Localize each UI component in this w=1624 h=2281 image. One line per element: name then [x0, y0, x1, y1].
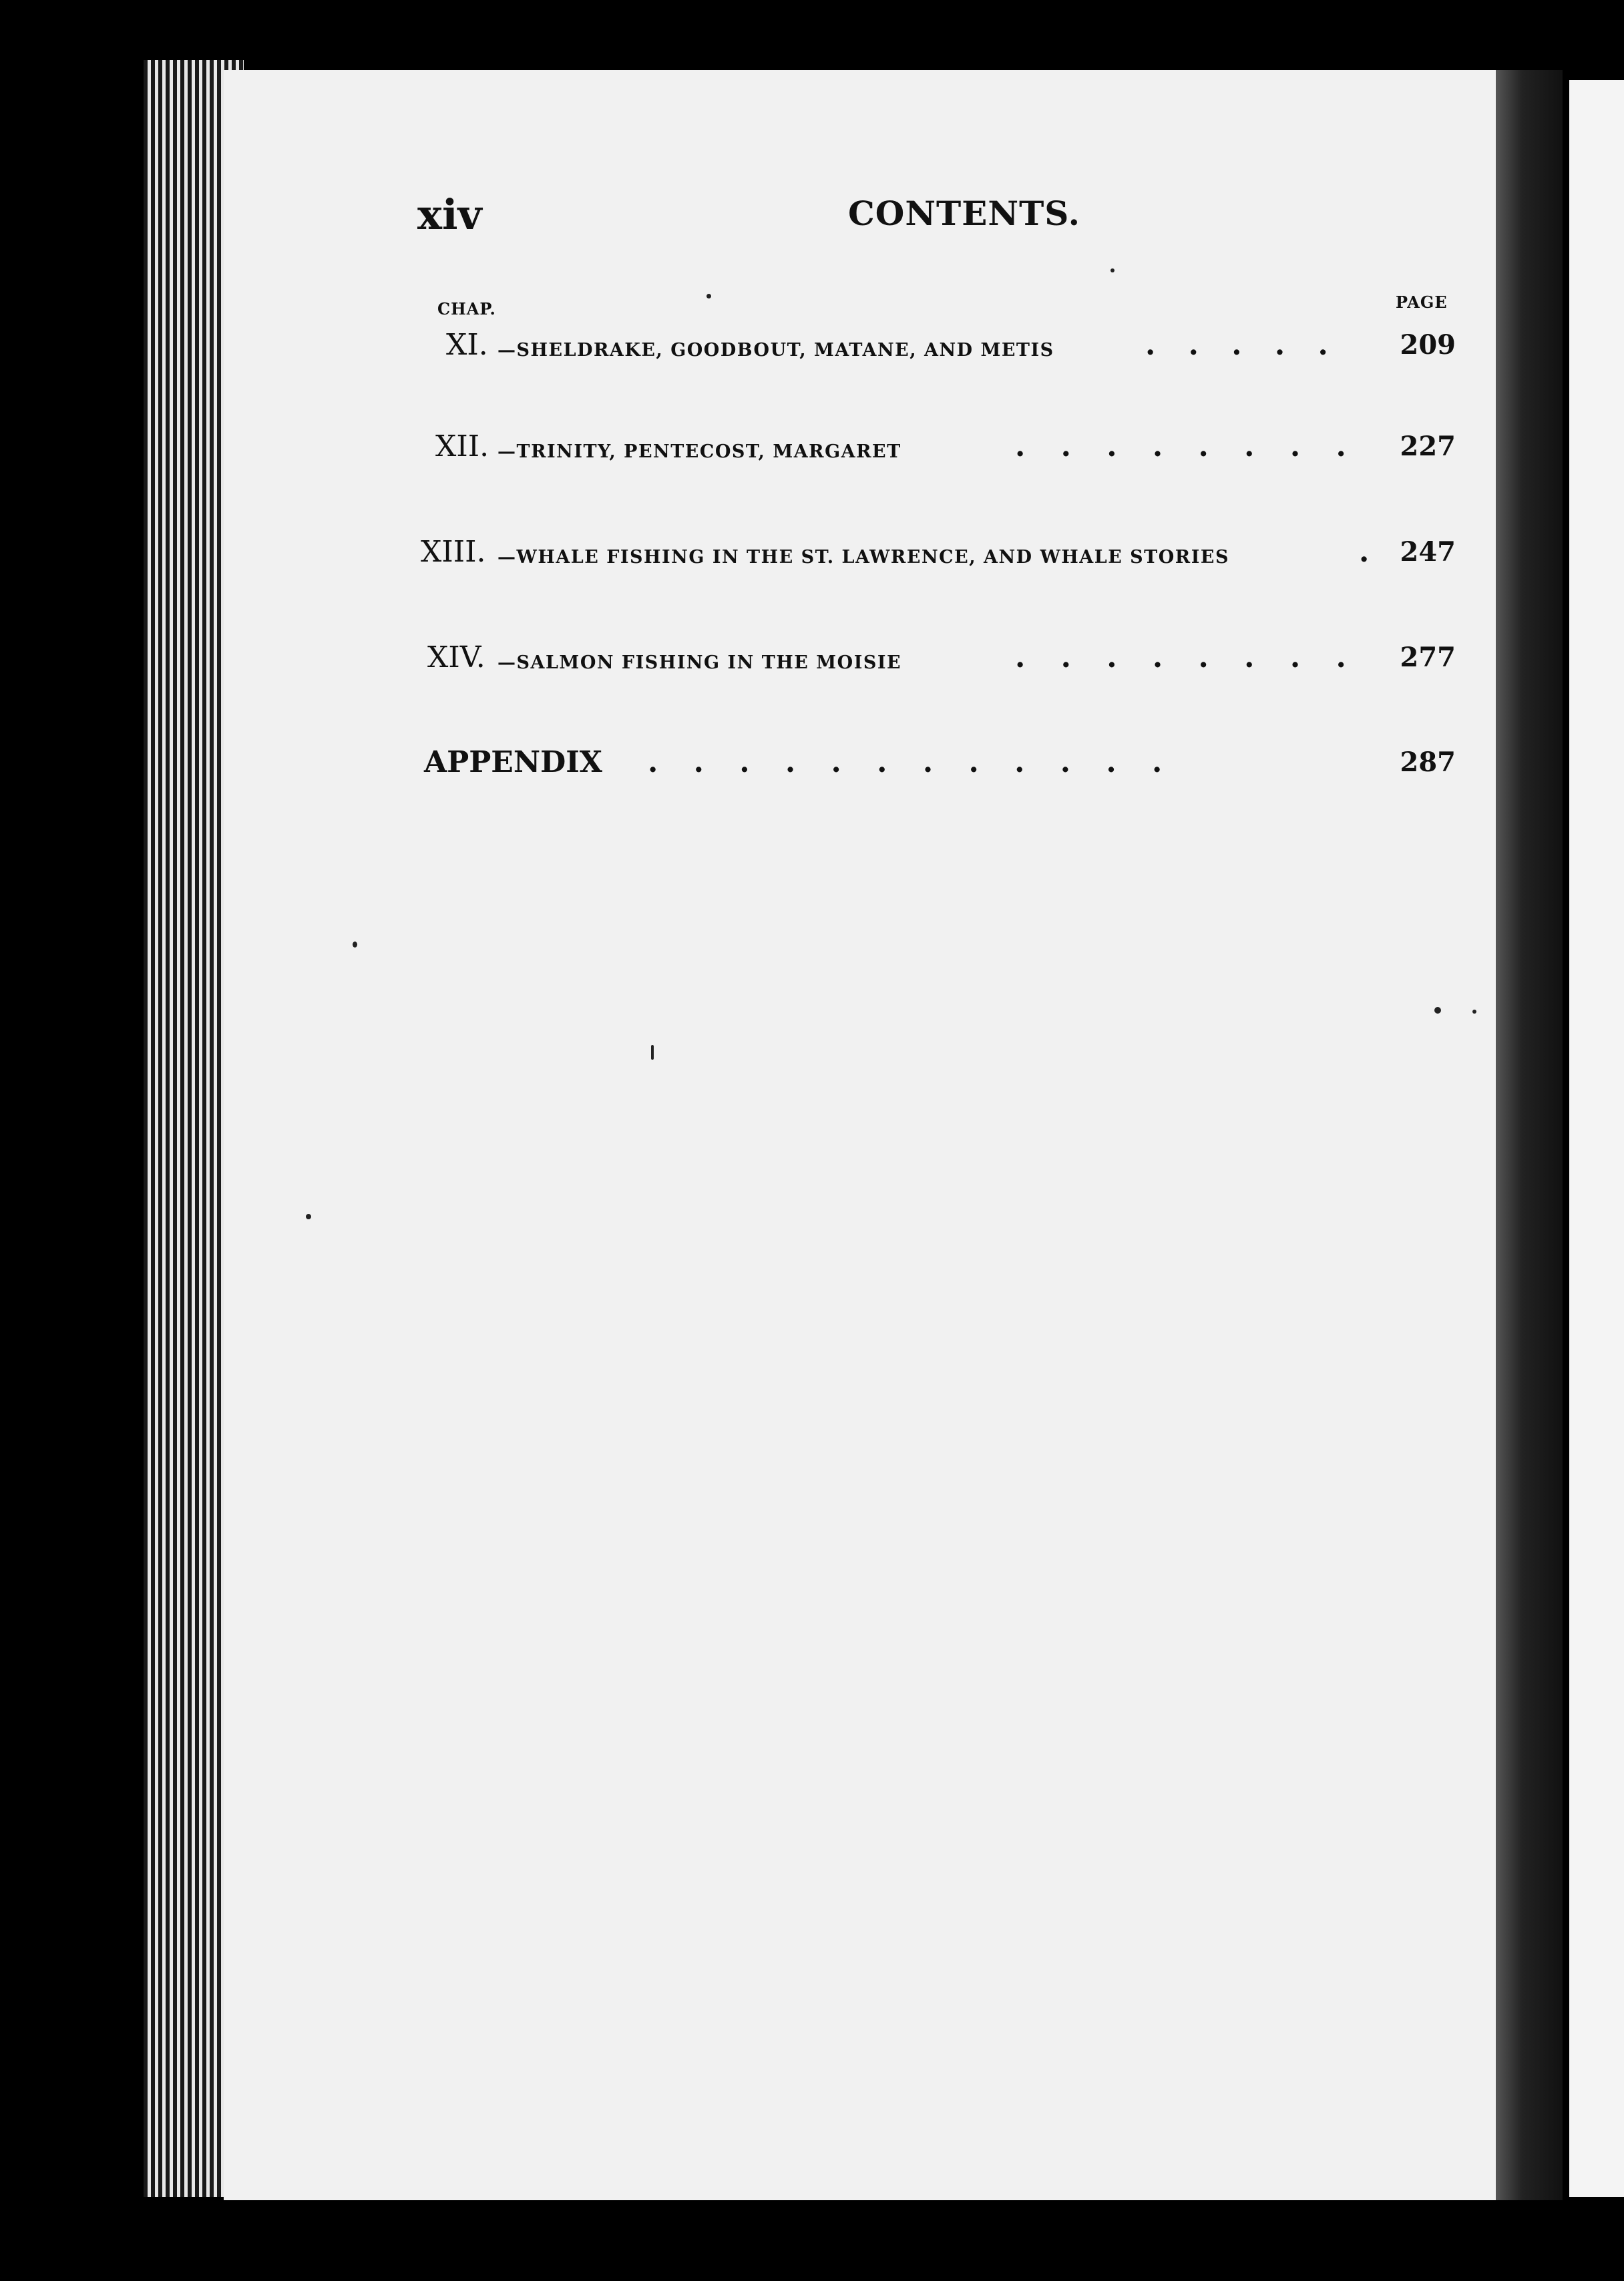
- chapter-title: —SALMON FISHING IN THE MOISIE: [497, 652, 902, 673]
- book-page: [224, 70, 1512, 2200]
- chapter-number: XIV.: [427, 640, 485, 674]
- page-ref: 287: [1400, 747, 1456, 778]
- gutter-shadow: [1496, 70, 1563, 2200]
- scan-speck: [353, 942, 357, 948]
- leader-dots: . . . . . . . .: [1015, 429, 1346, 463]
- page-title: CONTENTS.: [848, 194, 1081, 233]
- chap-column-label: CHAP.: [437, 299, 496, 319]
- page-ref: 277: [1400, 642, 1456, 673]
- leader-dots: . . . . .: [1145, 328, 1328, 362]
- scan-speck: [306, 1214, 311, 1219]
- leader-dots: . . . . . . . .: [1015, 640, 1346, 674]
- chapter-number: XII.: [435, 429, 489, 463]
- chapter-number: XI.: [446, 328, 488, 362]
- toc-entry: [401, 422, 1456, 469]
- scan-speck: [1472, 1010, 1476, 1014]
- chapter-number: XIII.: [421, 535, 486, 569]
- toc-entry: [401, 321, 1456, 367]
- facing-page: [1569, 80, 1624, 2197]
- page-number: xiv: [417, 190, 482, 239]
- page-ref: 247: [1400, 536, 1456, 568]
- chapter-title: —TRINITY, PENTECOST, MARGARET: [497, 441, 901, 462]
- chapter-title: —WHALE FISHING IN THE ST. LAWRENCE, AND WHALE STORIES: [497, 547, 1229, 568]
- toc-entry: [401, 633, 1456, 680]
- toc-entry: [401, 528, 1456, 574]
- chapter-title: —SHELDRAKE, GOODBOUT, MATANE, AND METIS: [497, 340, 1054, 361]
- appendix-label: APPENDIX: [424, 745, 602, 779]
- page-column-label: PAGE: [1396, 292, 1448, 312]
- page-ref: 209: [1400, 329, 1456, 361]
- leader-dots: . . . . . . . . . . . .: [648, 745, 1163, 779]
- page-ref: 227: [1400, 431, 1456, 462]
- scan-speck: [1110, 268, 1114, 272]
- toc-entry-appendix: [401, 738, 1456, 785]
- scan-speck: [651, 1045, 654, 1060]
- scan-speck: [1434, 1007, 1441, 1014]
- scan-speck: [706, 294, 711, 298]
- leader-dots: .: [1359, 535, 1370, 569]
